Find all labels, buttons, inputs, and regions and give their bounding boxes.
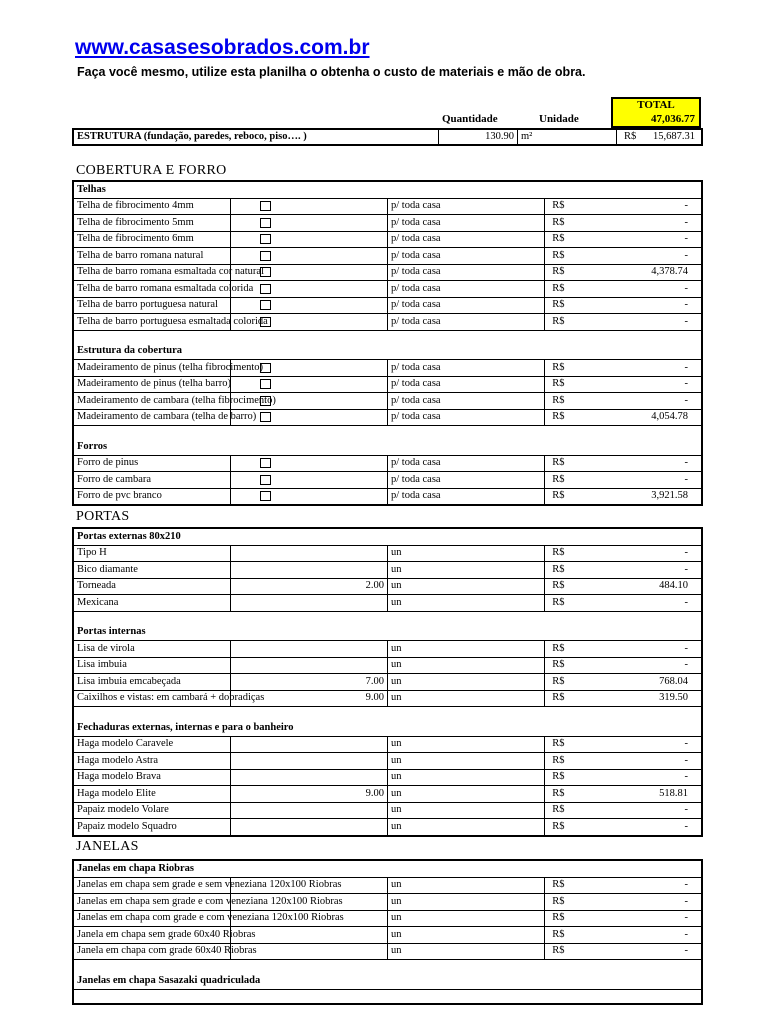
amount: - [684, 361, 688, 373]
currency: R$ [552, 596, 565, 608]
currency: R$ [552, 563, 565, 575]
amount: - [684, 547, 688, 559]
spacer-row [73, 707, 702, 721]
item-label: Forro de cambara [73, 472, 230, 489]
unit-cell: p/ toda casa [388, 393, 545, 410]
group-title: Telhas [73, 181, 702, 198]
item-label: Lisa de virola [73, 641, 230, 658]
table-row [73, 819, 702, 836]
table-row [73, 488, 702, 505]
currency: R$ [552, 692, 565, 704]
table-row [73, 753, 702, 770]
spacer-row [73, 611, 702, 625]
amount-cell [545, 641, 702, 658]
group-title: Estrutura da cobertura [73, 344, 702, 360]
site-link[interactable]: www.casasesobrados.com.br [75, 36, 370, 59]
item-label: Telha de fibrocimento 6mm [73, 231, 230, 248]
amount: - [684, 738, 688, 750]
amount: - [684, 233, 688, 245]
amount-cell [545, 281, 702, 298]
amount: - [684, 315, 688, 327]
quantity-cell[interactable] [230, 641, 387, 658]
section-table [72, 180, 703, 506]
table-row [73, 769, 702, 786]
section-title: PORTAS [76, 509, 130, 524]
checkbox[interactable] [260, 458, 271, 468]
group-title: Portas internas [73, 625, 702, 641]
checkbox[interactable] [260, 396, 271, 406]
amount: 518.81 [659, 787, 688, 799]
total-label: TOTAL [637, 99, 675, 111]
checkbox[interactable] [260, 234, 271, 244]
spacer-row [73, 960, 702, 974]
amount-cell [545, 198, 702, 215]
quantity-cell[interactable] [230, 231, 387, 248]
amount: - [684, 928, 688, 940]
currency: R$ [552, 490, 565, 502]
amount: - [684, 642, 688, 654]
item-label: Telha de barro romana esmaltada colorida [73, 281, 230, 298]
estrutura-amount-cell [617, 129, 703, 145]
table-row [73, 578, 702, 595]
amount-cell [545, 736, 702, 753]
checkbox[interactable] [260, 379, 271, 389]
quantity-cell[interactable] [230, 545, 387, 562]
table-row [73, 215, 702, 232]
unit-cell: p/ toda casa [388, 314, 545, 331]
section-table [72, 859, 703, 1005]
item-label: Janela em chapa sem grade 60x40 Riobras [73, 927, 230, 944]
amount-cell [545, 657, 702, 674]
currency: R$ [552, 659, 565, 671]
unit-cell: p/ toda casa [388, 215, 545, 232]
unit-cell: un [388, 736, 545, 753]
amount: 319.50 [659, 692, 688, 704]
spacer-row [73, 426, 702, 440]
currency: R$ [552, 820, 565, 832]
amount-cell [545, 769, 702, 786]
table-row [73, 736, 702, 753]
amount-cell [545, 562, 702, 579]
amount: - [684, 282, 688, 294]
unit-cell: un [388, 562, 545, 579]
unit-cell: p/ toda casa [388, 297, 545, 314]
item-label: Madeiramento de pinus (telha barro) [73, 376, 230, 393]
table-row [73, 545, 702, 562]
quantity-cell[interactable] [230, 657, 387, 674]
group-header-row [73, 439, 702, 455]
table-row [73, 943, 702, 960]
table-row [73, 674, 702, 691]
table-row [73, 281, 702, 298]
quantity-cell[interactable] [230, 198, 387, 215]
quantity-cell[interactable]: 9.00 [230, 690, 387, 707]
quantity-cell[interactable] [230, 769, 387, 786]
amount: - [684, 820, 688, 832]
item-label: Madeiramento de cambara (telha de barro) [73, 409, 230, 426]
item-label: Janelas em chapa com grade e com veneziana 120x100 Riobras [73, 910, 230, 927]
unit-cell: p/ toda casa [388, 198, 545, 215]
table-row [73, 802, 702, 819]
quantity-cell[interactable] [230, 393, 387, 410]
quantity-cell[interactable] [230, 314, 387, 331]
amount-cell [545, 488, 702, 505]
table-row [73, 264, 702, 281]
table-row [73, 894, 702, 911]
quantity-cell[interactable]: 9.00 [230, 786, 387, 803]
amount-cell [545, 297, 702, 314]
amount-cell [545, 753, 702, 770]
quantity-cell[interactable] [230, 455, 387, 472]
amount: - [684, 895, 688, 907]
item-label: Forro de pinus [73, 455, 230, 472]
amount: 484.10 [659, 580, 688, 592]
amount: - [684, 299, 688, 311]
currency: R$ [552, 928, 565, 940]
quantity-cell[interactable] [230, 819, 387, 836]
group-header-row [73, 344, 702, 360]
table-row [73, 314, 702, 331]
item-label: Lisa imbuia emcabeçada [73, 674, 230, 691]
amount-cell [545, 215, 702, 232]
currency: R$ [552, 411, 565, 423]
section-title: COBERTURA E FORRO [76, 163, 227, 178]
table-row [73, 472, 702, 489]
unit-cell: p/ toda casa [388, 488, 545, 505]
table-row [73, 641, 702, 658]
amount: - [684, 596, 688, 608]
spacer-row [73, 989, 702, 1004]
table-row [73, 409, 702, 426]
checkbox[interactable] [260, 218, 271, 228]
amount-cell [545, 910, 702, 927]
unit-cell: p/ toda casa [388, 472, 545, 489]
table-row [73, 877, 702, 894]
currency: R$ [552, 249, 565, 261]
item-label: Mexicana [73, 595, 230, 612]
item-label: Lisa imbuia [73, 657, 230, 674]
estrutura-label: ESTRUTURA (fundação, paredes, reboco, piso…. ) [73, 129, 439, 145]
item-label: Janelas em chapa sem grade e sem veneziana 120x100 Riobras [73, 877, 230, 894]
currency: R$ [552, 879, 565, 891]
checkbox[interactable] [260, 251, 271, 261]
item-label: Telha de fibrocimento 5mm [73, 215, 230, 232]
currency: R$ [552, 233, 565, 245]
group-header-row [73, 860, 702, 877]
table-row [73, 595, 702, 612]
amount: - [684, 771, 688, 783]
amount-cell [545, 545, 702, 562]
item-label: Madeiramento de pinus (telha fibrocimento) [73, 360, 230, 377]
table-row [73, 927, 702, 944]
amount: - [684, 879, 688, 891]
quantity-cell[interactable] [230, 264, 387, 281]
quantity-cell[interactable] [230, 248, 387, 265]
amount-cell [545, 894, 702, 911]
unit-cell: un [388, 595, 545, 612]
table-row [73, 455, 702, 472]
spacer-cell [73, 707, 702, 721]
unit-cell: un [388, 545, 545, 562]
quantity-cell[interactable] [230, 736, 387, 753]
amount-cell [545, 248, 702, 265]
quantity-cell[interactable] [230, 472, 387, 489]
unit-cell: p/ toda casa [388, 360, 545, 377]
checkbox[interactable] [260, 201, 271, 211]
amount-cell [545, 409, 702, 426]
unit-cell: p/ toda casa [388, 264, 545, 281]
table-row [73, 360, 702, 377]
checkbox[interactable] [260, 284, 271, 294]
quantity-cell[interactable] [230, 802, 387, 819]
item-label: Haga modelo Caravele [73, 736, 230, 753]
unit-cell: p/ toda casa [388, 455, 545, 472]
amount-cell [545, 595, 702, 612]
unit-cell: p/ toda casa [388, 281, 545, 298]
item-label: Janela em chapa com grade 60x40 Riobras [73, 943, 230, 960]
table-row [73, 657, 702, 674]
table-row [73, 297, 702, 314]
amount: 768.04 [659, 675, 688, 687]
item-label: Haga modelo Astra [73, 753, 230, 770]
unit-cell: un [388, 894, 545, 911]
currency: R$ [552, 547, 565, 559]
checkbox[interactable] [260, 300, 271, 310]
item-label: Torneada [73, 578, 230, 595]
group-title: Janelas em chapa Sasazaki quadriculada [73, 973, 702, 989]
item-label: Tipo H [73, 545, 230, 562]
amount-cell [545, 264, 702, 281]
estrutura-unit: m² [518, 129, 617, 145]
group-title: Forros [73, 439, 702, 455]
currency: R$ [552, 912, 565, 924]
amount-cell [545, 578, 702, 595]
item-label: Janelas em chapa sem grade e com veneziana 120x100 Riobras [73, 894, 230, 911]
group-header-row [73, 973, 702, 989]
amount-cell [545, 360, 702, 377]
tagline: Faça você mesmo, utilize esta planilha o obtenha o custo de materiais e mão de obra. [77, 65, 586, 79]
group-header-row [73, 181, 702, 198]
item-label: Papaiz modelo Volare [73, 802, 230, 819]
checkbox[interactable] [260, 363, 271, 373]
currency: R$ [552, 738, 565, 750]
group-header-row [73, 625, 702, 641]
currency: R$ [552, 804, 565, 816]
column-header-unidade: Unidade [539, 113, 579, 125]
checkbox[interactable] [260, 267, 271, 277]
group-header-row [73, 720, 702, 736]
currency: R$ [552, 771, 565, 783]
currency: R$ [552, 315, 565, 327]
amount: - [684, 378, 688, 390]
currency: R$ [624, 131, 637, 142]
group-title: Janelas em chapa Riobras [73, 860, 702, 877]
currency: R$ [552, 299, 565, 311]
unit-cell: un [388, 943, 545, 960]
amount-cell [545, 376, 702, 393]
unit-cell: un [388, 927, 545, 944]
unit-cell: p/ toda casa [388, 376, 545, 393]
amount: - [684, 912, 688, 924]
currency: R$ [552, 642, 565, 654]
amount-cell [545, 231, 702, 248]
amount-cell [545, 314, 702, 331]
amount-cell [545, 455, 702, 472]
item-label: Madeiramento de cambara (telha fibrocimento) [73, 393, 230, 410]
item-label: Bico diamante [73, 562, 230, 579]
quantity-cell[interactable] [230, 376, 387, 393]
unit-cell: un [388, 641, 545, 658]
item-label: Telha de barro romana esmaltada cor natural [73, 264, 230, 281]
unit-cell: un [388, 786, 545, 803]
amount: - [684, 473, 688, 485]
item-label: Forro de pvc branco [73, 488, 230, 505]
currency: R$ [552, 200, 565, 212]
estrutura-row [73, 129, 702, 145]
amount-cell [545, 927, 702, 944]
amount-cell [545, 802, 702, 819]
currency: R$ [552, 675, 565, 687]
currency: R$ [552, 361, 565, 373]
currency: R$ [552, 473, 565, 485]
currency: R$ [552, 266, 565, 278]
currency: R$ [552, 895, 565, 907]
item-label: Telha de barro portuguesa esmaltada colorida [73, 314, 230, 331]
currency: R$ [552, 394, 565, 406]
item-label: Telha de barro romana natural [73, 248, 230, 265]
amount: - [684, 945, 688, 957]
amount: - [684, 216, 688, 228]
amount: - [684, 659, 688, 671]
checkbox[interactable] [260, 475, 271, 485]
unit-cell: p/ toda casa [388, 248, 545, 265]
quantity-cell[interactable] [230, 215, 387, 232]
currency: R$ [552, 945, 565, 957]
quantity-cell[interactable] [230, 409, 387, 426]
table-row [73, 231, 702, 248]
table-row [73, 690, 702, 707]
checkbox[interactable] [260, 412, 271, 422]
amount-cell [545, 943, 702, 960]
total-value: 47,036.77 [651, 113, 695, 125]
currency: R$ [552, 754, 565, 766]
estrutura-qty[interactable]: 130.90 [439, 129, 518, 145]
unit-cell: un [388, 578, 545, 595]
estrutura-amount: 15,687.31 [653, 131, 695, 142]
amount-cell [545, 819, 702, 836]
spacer-cell [73, 611, 702, 625]
amount-cell [545, 674, 702, 691]
unit-cell: un [388, 690, 545, 707]
group-header-row [73, 528, 702, 545]
total-box [611, 97, 701, 128]
group-title: Portas externas 80x210 [73, 528, 702, 545]
quantity-cell[interactable] [230, 753, 387, 770]
quantity-cell[interactable] [230, 488, 387, 505]
unit-cell: p/ toda casa [388, 409, 545, 426]
section-table [72, 527, 703, 837]
item-label: Caixilhos e vistas: em cambará + dobradiças [73, 690, 230, 707]
group-title: Fechaduras externas, internas e para o banheiro [73, 720, 702, 736]
item-label: Haga modelo Elite [73, 786, 230, 803]
spacer-cell [73, 960, 702, 974]
amount-cell [545, 786, 702, 803]
section-title: JANELAS [76, 839, 139, 854]
spacer-row [73, 330, 702, 344]
currency: R$ [552, 580, 565, 592]
spacer-cell [73, 426, 702, 440]
table-row [73, 393, 702, 410]
unit-cell: un [388, 674, 545, 691]
quantity-cell[interactable]: 7.00 [230, 674, 387, 691]
amount: - [684, 200, 688, 212]
amount: - [684, 249, 688, 261]
item-label: Telha de fibrocimento 4mm [73, 198, 230, 215]
item-label: Telha de barro portuguesa natural [73, 297, 230, 314]
currency: R$ [552, 787, 565, 799]
unit-cell: un [388, 769, 545, 786]
amount-cell [545, 690, 702, 707]
table-row [73, 786, 702, 803]
unit-cell: un [388, 819, 545, 836]
checkbox[interactable] [260, 491, 271, 501]
amount-cell [545, 393, 702, 410]
table-row [73, 248, 702, 265]
estrutura-table [72, 128, 703, 146]
unit-cell: un [388, 753, 545, 770]
table-row [73, 198, 702, 215]
unit-cell: un [388, 802, 545, 819]
amount-cell [545, 472, 702, 489]
amount: - [684, 754, 688, 766]
quantity-cell[interactable] [230, 297, 387, 314]
checkbox[interactable] [260, 317, 271, 327]
currency: R$ [552, 216, 565, 228]
table-row [73, 376, 702, 393]
spacer-cell [73, 989, 702, 1004]
currency: R$ [552, 282, 565, 294]
amount: - [684, 563, 688, 575]
amount: - [684, 394, 688, 406]
table-row [73, 910, 702, 927]
amount: 3,921.58 [651, 490, 688, 502]
item-label: Papaiz modelo Squadro [73, 819, 230, 836]
unit-cell: p/ toda casa [388, 231, 545, 248]
quantity-cell[interactable] [230, 595, 387, 612]
table-row [73, 562, 702, 579]
amount: - [684, 457, 688, 469]
quantity-cell[interactable] [230, 562, 387, 579]
unit-cell: un [388, 877, 545, 894]
quantity-cell[interactable]: 2.00 [230, 578, 387, 595]
amount: - [684, 804, 688, 816]
currency: R$ [552, 457, 565, 469]
unit-cell: un [388, 910, 545, 927]
item-label: Haga modelo Brava [73, 769, 230, 786]
column-header-quantidade: Quantidade [442, 113, 498, 125]
amount: 4,054.78 [651, 411, 688, 423]
unit-cell: un [388, 657, 545, 674]
quantity-cell[interactable] [230, 281, 387, 298]
amount: 4,378.74 [651, 266, 688, 278]
quantity-cell[interactable] [230, 360, 387, 377]
currency: R$ [552, 378, 565, 390]
spacer-cell [73, 330, 702, 344]
amount-cell [545, 877, 702, 894]
